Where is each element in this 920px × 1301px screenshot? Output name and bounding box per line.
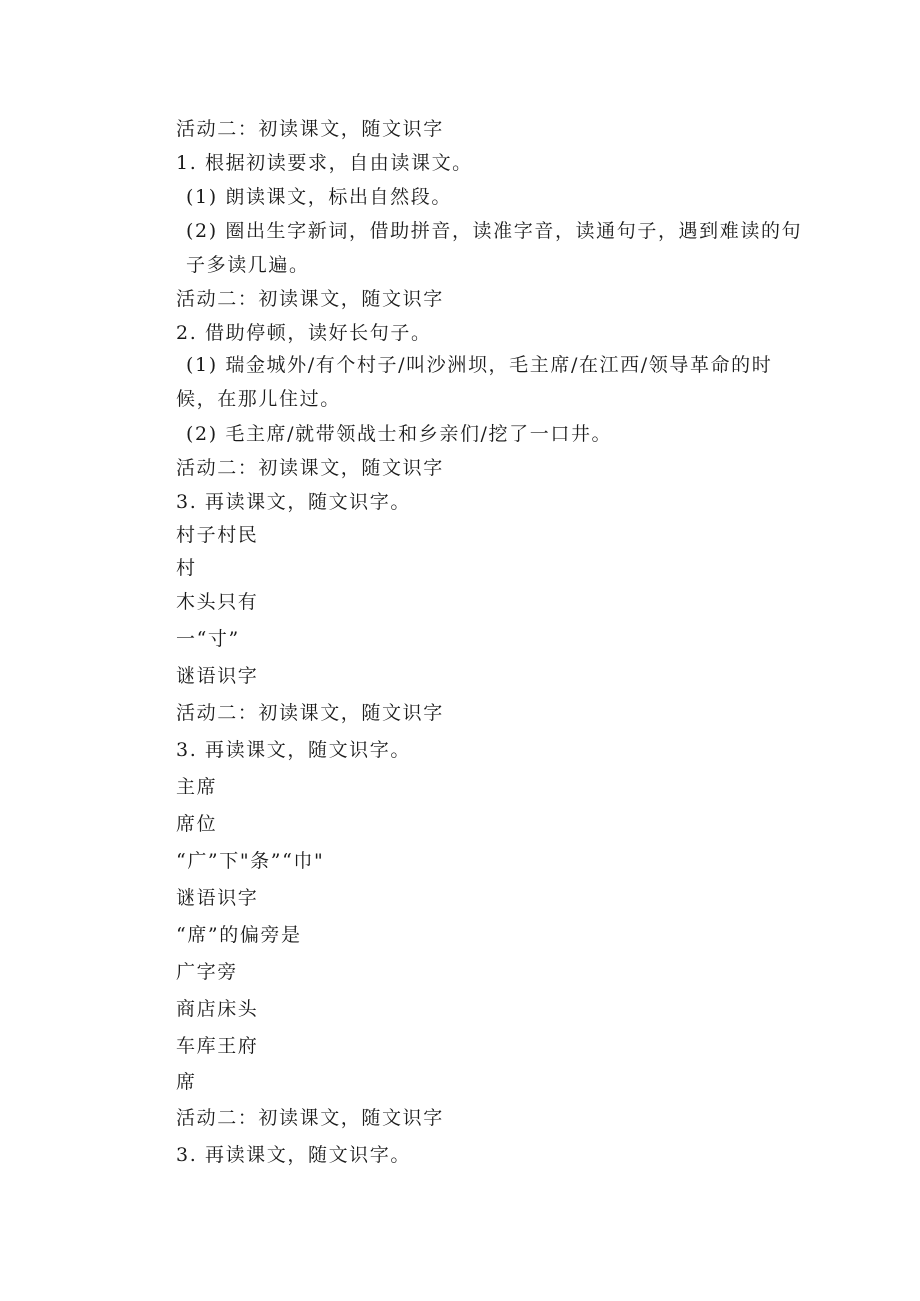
sub-step: (2) 毛主席/就带领战士和乡亲们/挖了一口井。 <box>186 423 613 445</box>
word-item: 主席 <box>176 776 218 798</box>
word-item: “广”下"条”“巾" <box>176 850 325 872</box>
step-heading: 3. 再读课文，随文识字。 <box>176 491 411 513</box>
section-heading: 活动二：初读课文，随文识字 <box>176 1107 444 1129</box>
word-item: 车库王府 <box>176 1035 259 1057</box>
step-heading: 3. 再读课文，随文识字。 <box>176 1144 411 1166</box>
word-item: 商店床头 <box>176 998 259 1020</box>
sub-step: (1) 瑞金城外/有个村子/叫沙洲坝，毛主席/在江西/领导革命的时候，在那儿住过。 <box>176 354 773 410</box>
section-heading: 活动二：初读课文，随文识字 <box>176 702 444 724</box>
word-item: 谜语识字 <box>176 665 259 687</box>
step-heading: 1. 根据初读要求，自由读课文。 <box>176 152 473 174</box>
word-item: 广字旁 <box>176 961 238 983</box>
word-item: 谜语识字 <box>176 887 259 909</box>
step-heading: 2. 借助停顿，读好长句子。 <box>176 322 432 344</box>
word-item: 一“寸” <box>176 628 240 650</box>
sub-step: (2) 圈出生字新词，借助拼音，读准字音，读通句子，遇到难读的句子多读几遍。 <box>186 220 803 276</box>
word-item: 村子村民 <box>176 524 259 546</box>
section-heading: 活动二：初读课文，随文识字 <box>176 288 444 310</box>
word-item: 村 <box>176 557 197 579</box>
step-heading: 3. 再读课文，随文识字。 <box>176 739 411 761</box>
word-item: 席 <box>176 1071 197 1093</box>
section-heading: 活动二：初读课文，随文识字 <box>176 457 444 479</box>
section-heading: 活动二：初读课文，随文识字 <box>176 118 444 140</box>
word-item: 木头只有 <box>176 591 259 613</box>
word-item: “席”的偏旁是 <box>176 924 302 946</box>
sub-step: (1) 朗读课文，标出自然段。 <box>186 186 452 208</box>
word-item: 席位 <box>176 813 218 835</box>
